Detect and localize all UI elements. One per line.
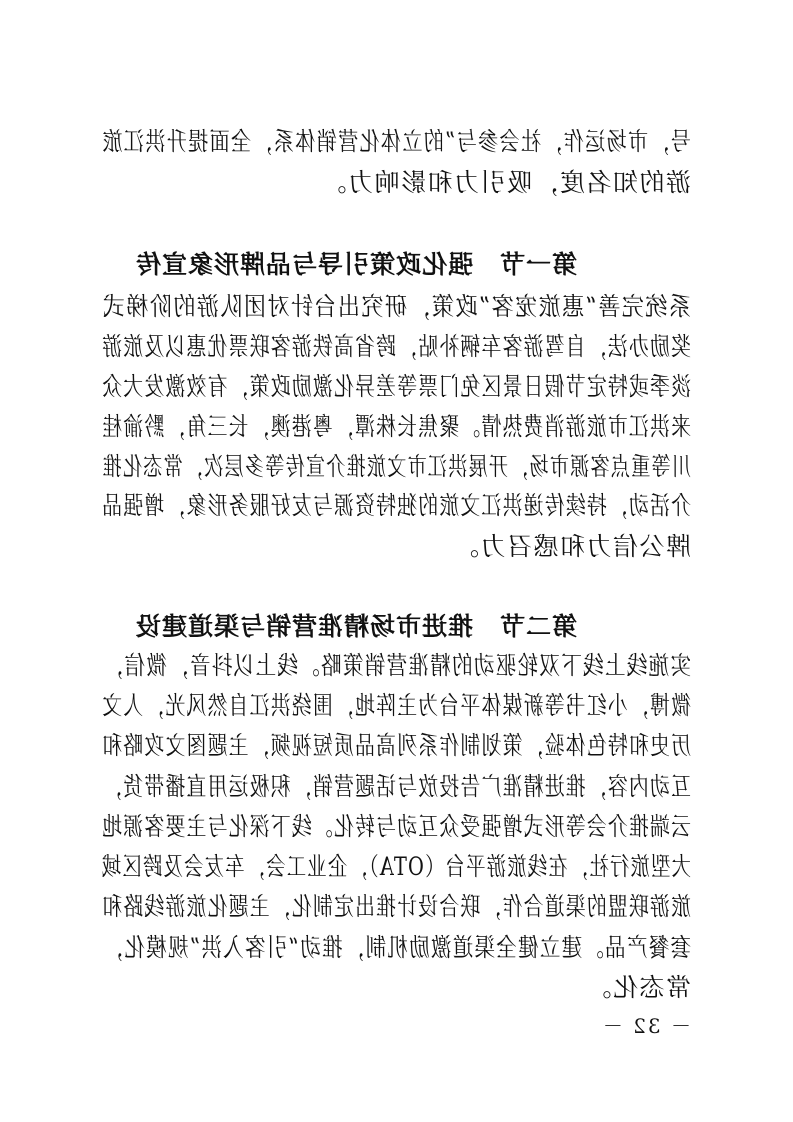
section-1-heading: 第一节 强化政策引导与品牌形象宣传	[134, 250, 577, 279]
section-2-line-1: 实施线上线下双轮驱动的精准营销策略。线上以抖音，微信，	[101, 651, 691, 680]
section-2-line-6: 大型旅行社，在线旅游平台（OTA），企业工会，车友会及跨区域	[100, 852, 691, 881]
section-1-line-2: 奖励办法，自驾游客车辆补贴，跨省高铁游客联票优惠以及旅游	[101, 332, 691, 361]
section-2-line-2: 微博，小红书等新媒体平台为主阵地，围绕洪江自然风光，人文	[101, 691, 691, 720]
section-1-line-7: 牌公信力和感召力。	[452, 532, 691, 561]
section-1-line-4: 来洪江市旅游消费热情。聚焦长株潭，粤港澳，长三角，黔渝桂	[101, 412, 691, 441]
section-2-line-8: 套餐产品。建立健全渠道激励机制，推动“引客入洪”规模化，	[101, 933, 691, 962]
section-2-line-3: 历史和特色体验，策划制作系列高品质短视频，主题图文攻略和	[101, 731, 691, 760]
page-number: － 32 －	[600, 1014, 691, 1038]
intro-line-2: 游的知名度，吸引力和影响力。	[319, 168, 691, 197]
section-2-line-4: 互动内容，推进精准广告投放与话题营销，积极运用直播带货，	[101, 772, 691, 801]
intro-line-1: 号，市场运作，社会参与”的立体化营销体系，全面提升洪江旅	[101, 127, 691, 156]
section-1-line-1: 系统完善“惠旅宠客”政策，研究出台针对团队游的阶梯式	[101, 292, 691, 321]
section-2-line-7: 旅游联盟的渠道合作，联合设计推出定制化，主题化旅游线路和	[101, 892, 691, 921]
section-1-line-3: 淡季或特定节假日景区免门票等差异化激励政策，有效激发大众	[101, 372, 691, 401]
section-2-line-5: 云端推介会等形式增强受众互动与转化。线下深化与主要客源地	[101, 812, 691, 841]
section-2-line-9: 常态化。	[584, 973, 691, 1002]
section-1-line-5: 川等重点客源市场，开展洪江市文旅推介宣传等多层次，常态化推	[101, 452, 691, 481]
section-1-line-6: 介活动，持续传递洪江文旅的独特资源与友好服务形象，增强品	[101, 491, 691, 520]
section-2-heading: 第二节 推进市场精准营销与渠道建设	[134, 612, 577, 641]
